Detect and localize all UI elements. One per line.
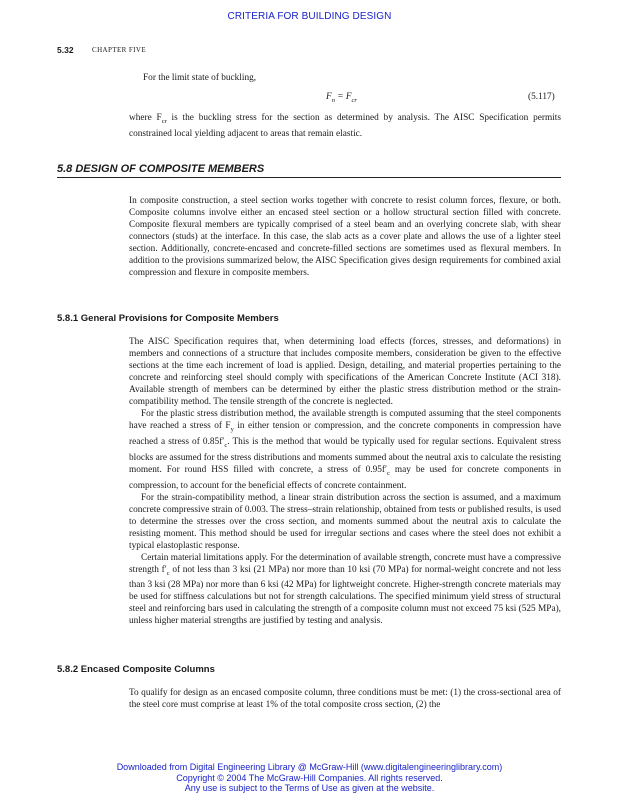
section-5-8-2-p1: To qualify for design as an encased composite column, three conditions must be met: (1) the cross-sectional area of the steel core must comprise at least 1% of the total composite cross section, (2) the [129, 688, 561, 710]
p2-c: . This is the method that would be typically used for regular sections. Equivalent stress blocks are assumed for the stress distributions and moments summed about the neutral axis to calculate the resisting moment. For round HSS filled with concrete, a stress of 0.95f′ [129, 436, 561, 475]
section-heading-5-8-1: 5.8.1 General Provisions for Composite Members [57, 313, 279, 324]
chapter-label: CHAPTER FIVE [92, 46, 146, 54]
equation-lhs-sub: n [331, 96, 335, 104]
equation-lhs: F [326, 92, 332, 102]
section-5-8-1-body [129, 336, 561, 627]
page-number: 5.32 [57, 45, 74, 55]
p2-b: in either tension or compression, and the concrete components in compression have reached a stress of 0.85f′ [129, 421, 561, 447]
p4-b: of not less than 3 ksi (21 MPa) nor more than 10 ksi (70 MPa) for normal-weight concrete and not less than 3 ksi (28 MPa) nor more than 6 ksi (42 MPa) for lightweight concrete. Higher-strength concrete materials may be used for stiffness calculations but not for strength calculations. The specified minimum yield stress of structural steel and reinforcing bars used in calculating the strength of a composite column must not exceed 75 ksi (525 MPa), unless higher material strengths are justified by testing and analysis. [129, 564, 562, 627]
p2-a: For the plastic stress distribution method, the available strength is computed assuming that the steel components have reached a stress of F [129, 409, 561, 431]
section-5-8-1-p1: The AISC Specification requires that, when determining load effects (forces, stresses, and deformations) in members and connections of a structure that includes composite members, consideration be given to the effective sections at the time each increment of load is applied. Design, detailing, and material properties pertaining to the concrete and reinforcing steel should comply with specifications of the American Concrete Institute (ACI 318). Available strength of members can be determined by either the plastic stress distribution method or the strain-compatibility method. The tensile strength of the concrete is neglected. [129, 337, 561, 407]
equation-rhs-sub: cr [351, 96, 357, 104]
equation-5-117 [326, 92, 357, 104]
section-5-8-1-p4 [129, 552, 561, 628]
section-5-8-paragraph: In composite construction, a steel section works together with concrete to resist column forces, flexure, or both. Composite columns involve either an encased steel section or a hollow structural section filled with concrete. Composite flexural members are typically comprised of a steel beam and an overlying concrete slab, with shear connectors (studs) at the interface. In this case, the slab acts as a cover plate and allows the use of a lighter steel section. Additionally, concrete-encased and concrete-filled sections are sometimes used as flexural members. In addition to the provisions summarized below, the AISC Specification gives design requirements for combined axial compression and flexure in composite members. [129, 196, 561, 278]
intro-where-paragraph [129, 112, 561, 140]
intro-lead: For the limit state of buckling, [143, 73, 257, 83]
equation-number: (5.117) [528, 92, 555, 102]
section-heading-5-8: 5.8 DESIGN OF COMPOSITE MEMBERS [57, 163, 561, 178]
equation-mid: = F [334, 92, 352, 102]
p2-fy-sub: y [230, 425, 234, 433]
p4-fc-sub: c [166, 569, 170, 577]
footer-terms[interactable]: Any use is subject to the Terms of Use as given at the website. [184, 783, 435, 793]
running-header: CRITERIA FOR BUILDING DESIGN [227, 11, 392, 22]
section-heading-5-8-2: 5.8.2 Encased Composite Columns [57, 664, 215, 675]
p2-fc-sub: c [224, 441, 228, 449]
where-post: is the buckling stress for the section as determined by analysis. The AISC Specification permits constrained local yielding adjacent to areas that remain elastic. [129, 113, 561, 139]
where-sub: cr [161, 117, 167, 125]
where-pre: where F [129, 113, 162, 123]
section-5-8-1-p2 [129, 408, 561, 492]
footer-copyright: Copyright © 2004 The McGraw-Hill Companies. All rights reserved. [176, 772, 443, 783]
section-5-8-1-p3: For the strain-compatibility method, a linear strain distribution across the section is assumed, and a maximum concrete compressive strain of 0.003. The stress–strain relationship, obtained from tests or published results, is used to determine the stresses over the cross section, and moments summed about the neutral axis to calculate the resisting moment. This method should be used for irregular sections and cases where the steel does not exhibit a typical elastoplastic response. [129, 492, 561, 551]
p4-a: Certain material limitations apply. For the determination of available strength, concrete must have a compressive strength f′ [129, 552, 561, 575]
download-footer [0, 762, 619, 794]
p2-d: may be used for concrete components in compression, to account for the beneficial effects of concrete containment. [129, 464, 562, 491]
p2-fc2-sub: c [387, 469, 390, 477]
footer-library-link[interactable]: Downloaded from Digital Engineering Library @ McGraw-Hill (www.digitalengineeringlibrary.com) [116, 762, 503, 772]
